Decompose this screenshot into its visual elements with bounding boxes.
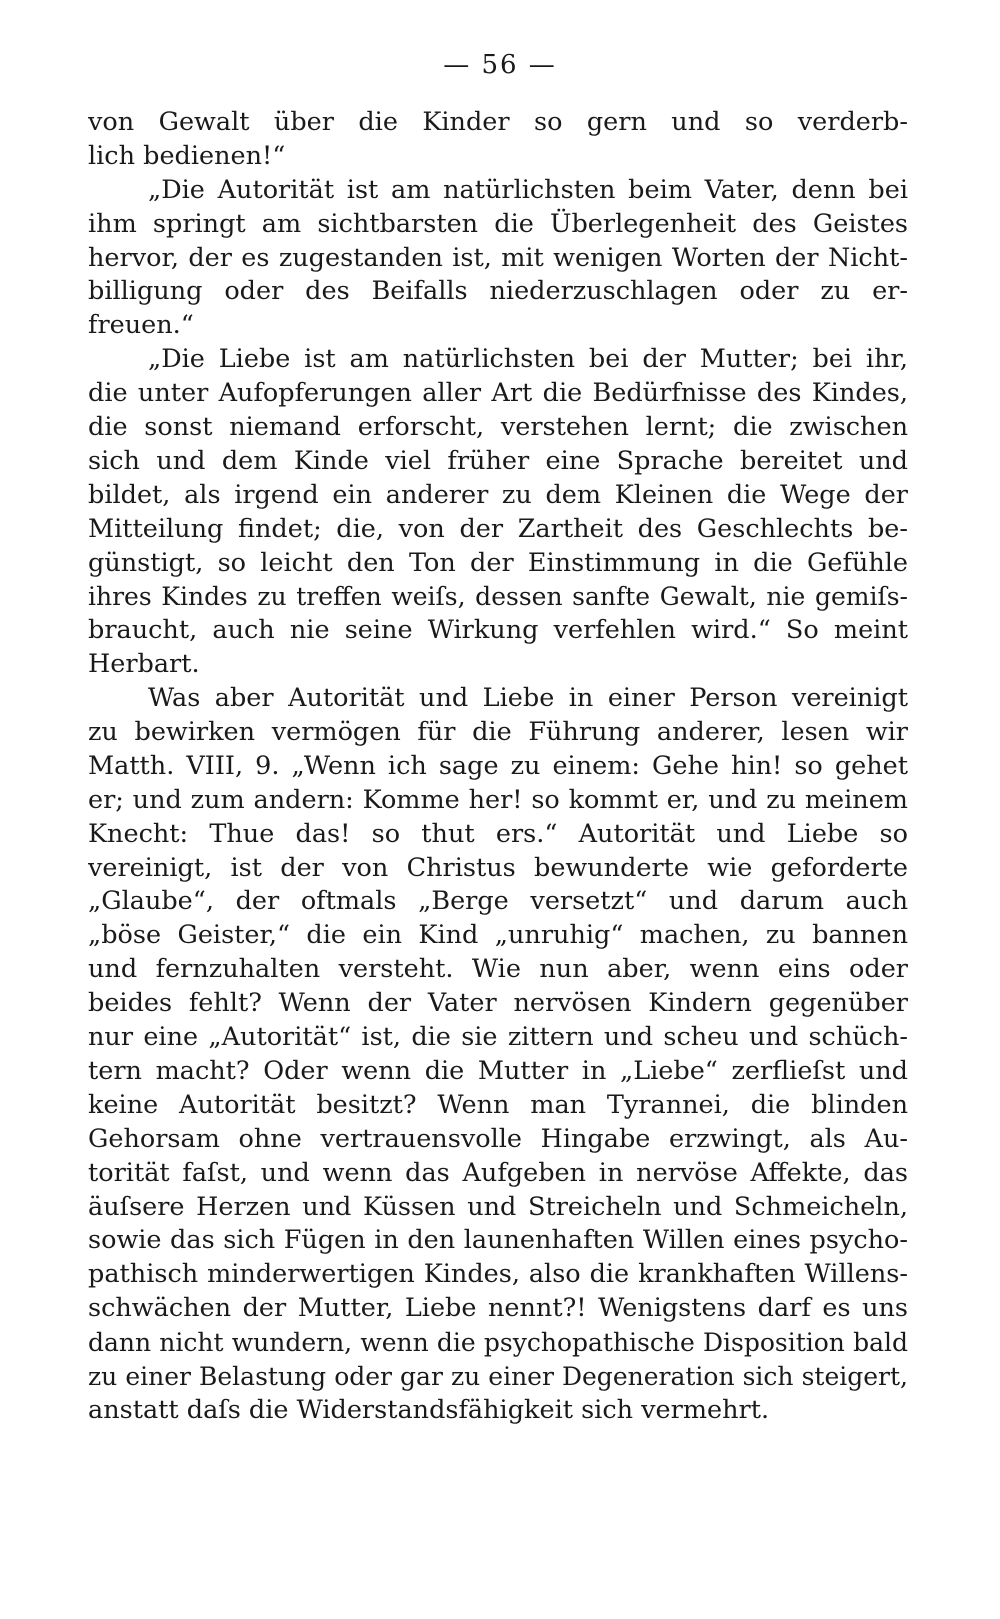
text-line: pathisch minderwertigen Kindes, also die krankhaften Willens-: [88, 1259, 908, 1290]
text-line: „böse Geister,“ die ein Kind „unruhig“ machen, zu bannen: [88, 920, 908, 951]
text-line: beides fehlt? Wenn der Vater nervösen Kindern gegenüber: [88, 988, 908, 1019]
text-line: anstatt daſs die Widerstandsfähigkeit sich vermehrt.: [88, 1394, 770, 1425]
text-line: Mitteilung findet; die, von der Zartheit des Geschlechts be-: [88, 513, 908, 544]
text-line: freuen.“: [88, 310, 194, 341]
text-line: schwächen der Mutter, Liebe nennt?! Wenigstens darf es uns: [88, 1293, 908, 1324]
text-line: vereinigt, ist der von Christus bewunderte wie geforderte: [88, 852, 908, 883]
text-line: keine Autorität besitzt? Wenn man Tyrannei, die blinden: [88, 1089, 908, 1120]
text-line: torität faſst, und wenn das Aufgeben in nervöse Affekte, das: [88, 1157, 908, 1188]
text-line: braucht, auch nie seine Wirkung verfehlen wird.“ So meint: [88, 615, 908, 646]
text-line: Herbart.: [88, 649, 200, 680]
text-line: günstigt, so leicht den Ton der Einstimmung in die Gefühle: [88, 547, 908, 578]
text-line: Matth. VIII, 9. „Wenn ich sage zu einem: Gehe hin! so gehet: [88, 750, 908, 781]
text-line: sowie das sich Fügen in den launenhaften Willen eines psycho-: [88, 1225, 908, 1256]
text-line: Was aber Autorität und Liebe in einer Person vereinigt: [148, 683, 908, 714]
text-line: und fernzuhalten versteht. Wie nun aber, wenn eins oder: [88, 954, 908, 985]
text-line: hervor, der es zugestanden ist, mit wenigen Worten der Nicht-: [88, 242, 908, 273]
text-line: zu einer Belastung oder gar zu einer Degeneration sich steigert,: [88, 1361, 908, 1391]
text-line: zu bewirken vermögen für die Führung anderer, lesen wir: [88, 717, 908, 748]
text-line: „Die Autorität ist am natürlichsten beim Vater, denn bei: [148, 174, 908, 205]
text-line: von Gewalt über die Kinder so gern und so verderb-: [88, 107, 908, 137]
text-line: lich bedienen!“: [88, 140, 286, 171]
text-line: bildet, als irgend ein anderer zu dem Kleinen die Wege der: [88, 479, 908, 510]
text-line: sich und dem Kinde viel früher eine Sprache bereitet und: [88, 445, 908, 476]
text-line: nur eine „Autorität“ ist, die sie zittern und scheu und schüch-: [88, 1022, 908, 1053]
body-text: [88, 106, 908, 1428]
page-number: — 56 —: [443, 50, 557, 80]
text-line: die sonst niemand erforscht, verstehen lernt; die zwischen: [88, 412, 908, 443]
text-line: billigung oder des Beifalls niederzuschlagen oder zu er-: [88, 276, 908, 307]
text-line: ihm springt am sichtbarsten die Überlegenheit des Geistes: [88, 208, 908, 239]
text-line: die unter Aufopferungen aller Art die Bedürfnisse des Kindes,: [88, 378, 908, 409]
text-line: „Glaube“, der oftmals „Berge versetzt“ und darum auch: [88, 886, 908, 917]
text-line: Knecht: Thue das! so thut ers.“ Autorität und Liebe so: [88, 818, 908, 849]
text-line: „Die Liebe ist am natürlichsten bei der Mutter; bei ihr,: [148, 344, 908, 375]
text-line: Gehorsam ohne vertrauensvolle Hingabe erzwingt, als Au-: [88, 1123, 908, 1154]
text-line: ihres Kindes zu treffen weiſs, dessen sanfte Gewalt, nie gemiſs-: [88, 582, 908, 612]
text-line: dann nicht wundern, wenn die psychopathische Disposition bald: [88, 1328, 908, 1358]
text-line: äuſsere Herzen und Küssen und Streicheln und Schmeicheln,: [88, 1191, 908, 1222]
text-line: er; und zum andern: Komme her! so kommt er, und zu meinem: [88, 784, 908, 815]
text-line: tern macht? Oder wenn die Mutter in „Liebe“ zerflieſst und: [88, 1055, 908, 1086]
